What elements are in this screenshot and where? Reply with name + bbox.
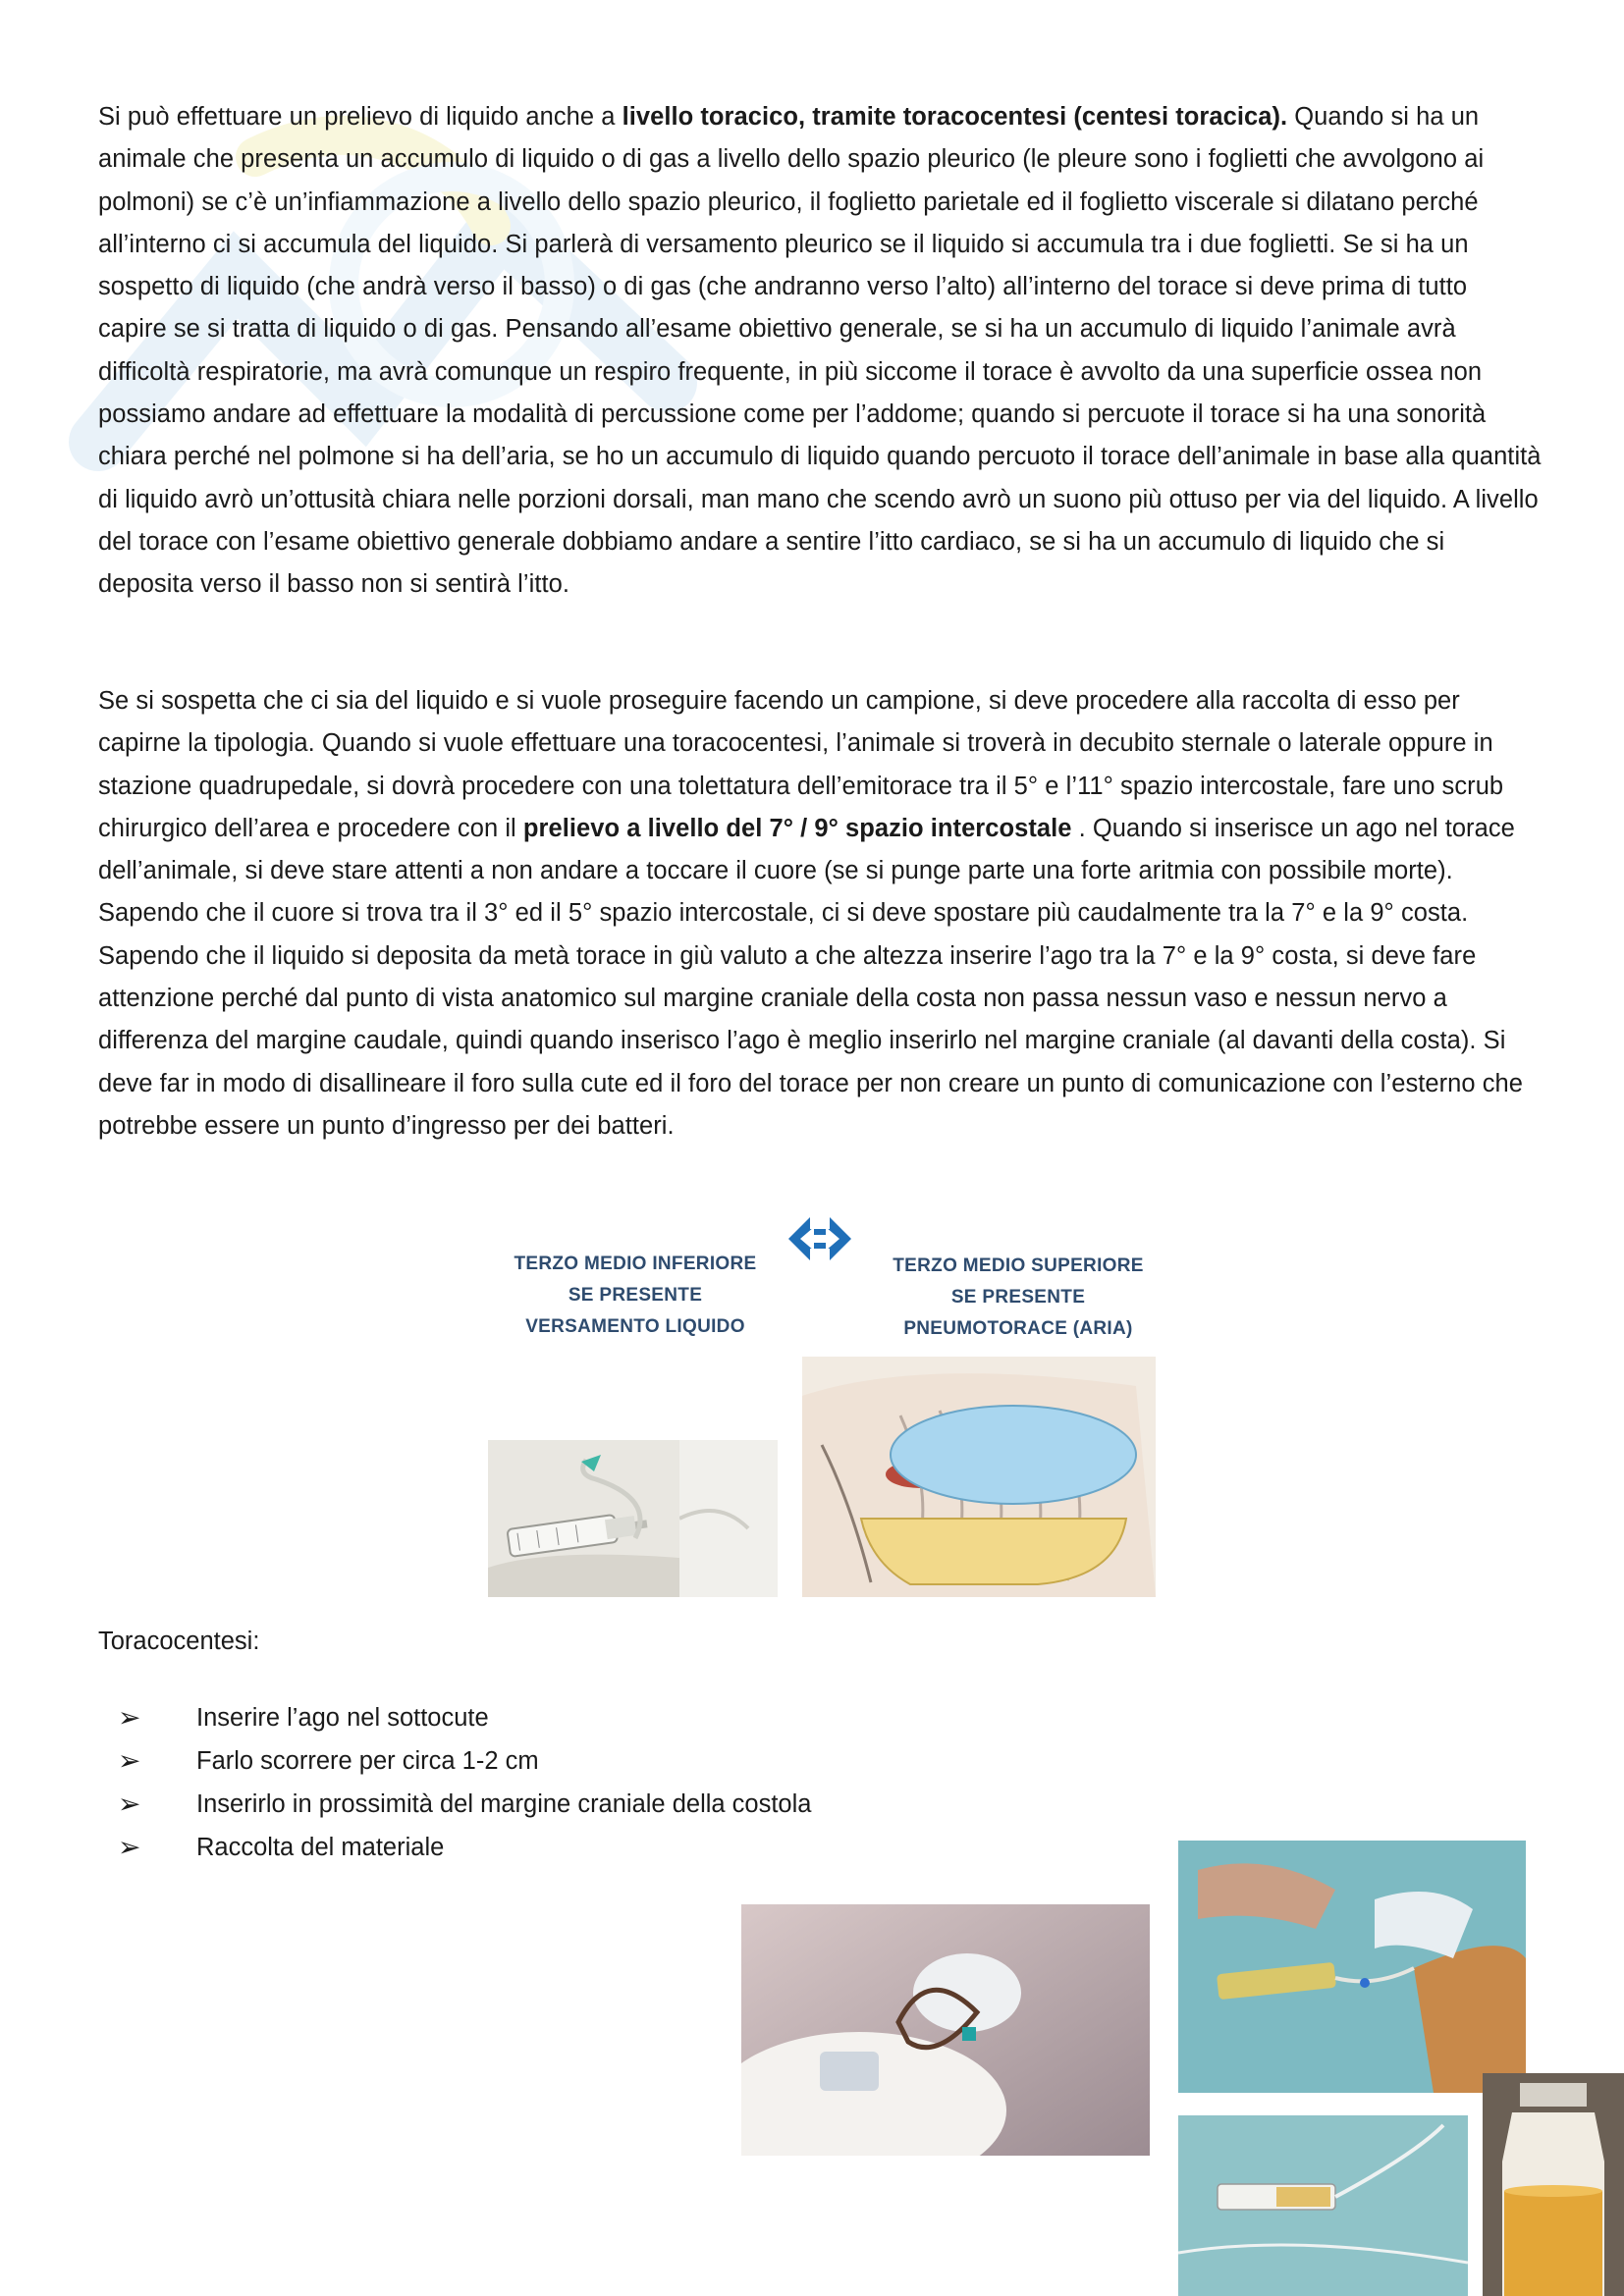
- left-caption-line: VERSAMENTO LIQUIDO: [525, 1316, 745, 1337]
- paragraph-thoracocentesis-procedure: [98, 680, 1542, 1148]
- bold-text-segment: prelievo a livello del 7° / 9° spazio intercostale: [522, 814, 1072, 842]
- arrow-bullet-icon: ➢: [118, 1789, 141, 1819]
- syringe-photo-extension: [679, 1440, 778, 1597]
- arrow-bullet-icon: ➢: [118, 1832, 141, 1862]
- arrow-bullet-icon: ➢: [118, 1702, 141, 1733]
- paragraph-thoracocentesis-intro: [98, 96, 1542, 607]
- text-segment: . Quando si inserisce un ago nel torace dell’animale, si deve stare attenti a non andare a toccare il cuore (se si punge parte una forte aritmia con possibile morte). Sapendo che il cuore si trova tra il 3° ed il 5° spazio intercostale, ci si deve spostare più caudalmente tra la 7° e la 9° costa. Sapendo che il liquido si deposita da metà torace in giù valuto a che altezza inserire l’ago tra la 7° e la 9° costa, si deve fare attenzione perché dal punto di vista anatomico sul margine craniale della costa non passa nessun vaso e nessun nervo a differenza del margine caudale, quindi quando inserisco l’ago è meglio inserirlo nel margine craniale (al davanti della costa). Si deve far in modo di disallineare il foro sulla cute ed il foro del torace per non creare un punto di comunicazione con l’esterno che potrebbe essere un punto d’ingresso per dei batteri.: [98, 814, 1524, 1140]
- left-caption: [488, 1249, 783, 1343]
- text-segment: Se si sospetta che ci sia del liquido e si vuole proseguire facendo un campione, si deve procedere alla raccolta di esso per capirne la tipologia. Quando si vuole effettuare una toracocentesi, l’animale si troverà in decubito sternale o laterale oppure in stazione quadrupedale, si dovrà procedere con una tolettatura dell’emitorace tra il 5° e l’11° spazio intercostale, fare uno scrub chirurgico dell’area e procedere con il: [98, 687, 1504, 842]
- thorax-sampling-figure: [488, 1209, 1156, 1597]
- text-segment: Quando si ha un animale che presenta un accumulo di liquido o di gas a livello dello spazio pleurico (le pleure sono i foglietti che avvolgono ai polmoni) se c’è un’infiammazione a livello dello spazio pleurico, il foglietto parietale ed il foglietto viscerale si dilatano perché all’interno ci si accumula del liquido. Si parlerà di versamento pleurico se il liquido si accumula tra i due foglietti. Se si ha un sospetto di liquido (che andrà verso il basso) o di gas (che andranno verso l’alto) all’interno del torace si deve prima di tutto capire se si tratta di liquido o di gas. Pensando all’esame obiettivo generale, se si ha un accumulo di liquido l’animale avrà difficoltà respiratorie, ma avrà comunque un respiro frequente, in più siccome il torace è avvolto da una superficie ossea non possiamo andare ad effettuare la modalità di percussione come per l’addome; quando si percuote il torace si ha una sonorità chiara perché nel polmone si ha dell’aria, se ho un accumulo di liquido quando percuoto il torace dell’animale in base alla quantità di liquido avrò un’ottusità chiara nelle porzioni dorsali, man mano che scendo avrò un suono più ottuso per via del liquido. A livello del torace con l’esame obiettivo generale dobbiamo andare a sentire l’itto cardiaco, se si ha un accumulo di liquido che si deposita verso il basso non si sentirà l’itto.: [98, 103, 1542, 599]
- syringe-photo: [488, 1440, 679, 1597]
- procedure-steps-list: [118, 1696, 811, 1869]
- procedure-step-text: Raccolta del materiale: [196, 1834, 445, 1861]
- procedure-step: [118, 1696, 811, 1739]
- thorax-illustration: [802, 1357, 1156, 1597]
- text-segment: Si può effettuare un prelievo di liquido anche a: [98, 103, 623, 131]
- procedure-step-text: Inserire l’ago nel sottocute: [196, 1704, 489, 1732]
- procedure-title: Toracocentesi:: [98, 1628, 260, 1655]
- left-caption-line: SE PRESENTE: [568, 1285, 703, 1306]
- left-caption-line: TERZO MEDIO INFERIORE: [514, 1254, 757, 1274]
- collected-fluid-bottle-photo: [1483, 2073, 1624, 2296]
- bold-text-segment: livello toracico, tramite toracocentesi (centesi toracica).: [622, 103, 1288, 131]
- procedure-step-text: Farlo scorrere per circa 1-2 cm: [196, 1747, 539, 1775]
- double-arrow-icon: [781, 1209, 859, 1263]
- right-caption-line: SE PRESENTE: [950, 1287, 1086, 1308]
- syringe-fluid-photo: [1178, 2115, 1468, 2296]
- procedure-step: [118, 1739, 811, 1783]
- thoracocentesis-cat-photo: [1178, 1841, 1526, 2093]
- right-caption: [881, 1251, 1156, 1345]
- right-caption-line: TERZO MEDIO SUPERIORE: [893, 1255, 1144, 1276]
- procedure-step-text: Inserirlo in prossimità del margine craniale della costola: [196, 1790, 812, 1818]
- arrow-bullet-icon: ➢: [118, 1745, 141, 1776]
- thoracocentesis-dog-photo: [741, 1904, 1150, 2156]
- procedure-step: [118, 1783, 811, 1826]
- procedure-step: [118, 1826, 811, 1869]
- right-caption-line: PNEUMOTORACE (ARIA): [903, 1318, 1133, 1339]
